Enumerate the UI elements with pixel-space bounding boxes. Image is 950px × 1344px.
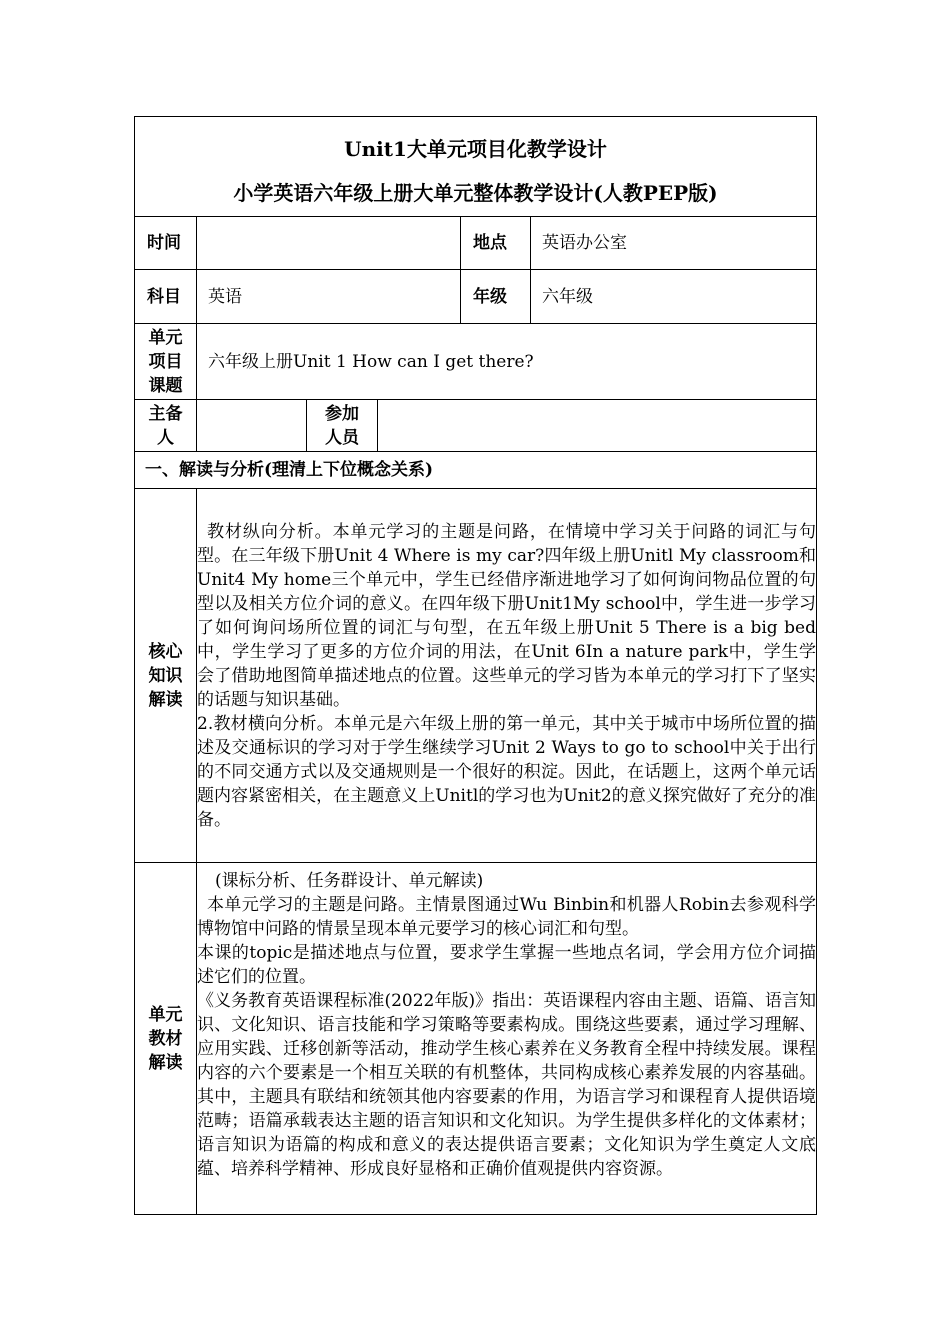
document-subtitle: 小学英语六年级上册大单元整体教学设计(人教PEP版) bbox=[233, 180, 718, 205]
preparer-value bbox=[197, 400, 307, 452]
core-knowledge-label bbox=[135, 489, 197, 863]
participants-value bbox=[378, 400, 817, 452]
topic-value: 六年级上册Unit 1 How can I get there? bbox=[197, 324, 817, 400]
unit-material-label-line: 单元 bbox=[148, 1004, 183, 1025]
paragraph: 本课的topic是描述地点与位置，要求学生掌握一些地点名词，学会用方位介词描述它们的位置。 bbox=[197, 943, 816, 987]
time-place-row bbox=[135, 217, 817, 270]
grade-label: 年级 bbox=[461, 270, 531, 324]
core-knowledge-label-line: 核心 bbox=[148, 641, 183, 662]
core-knowledge-label-line: 解读 bbox=[148, 689, 183, 710]
unit-material-label bbox=[135, 863, 197, 1215]
topic-row bbox=[135, 324, 817, 400]
paragraph: 《义务教育英语课程标准(2022年版)》指出：英语课程内容由主题、语篇、语言知识、文化知识、语言技能和学习策略等要素构成。围绕这些要素，通过学习理解、应用实践、迁移创新等活动，推动学生核心素养在义务教育全程中持续发展。课程内容的六个要素是一个相互关联的有机整体，共同构成核心素养发展的内容基础。其中，主题具有联结和统领其他内容要素的作用，为语言学习和课程育人提供语境范畴；语篇承载表达主题的语言知识和文化知识。为学生提供多样化的文体素材；语言知识为语篇的构成和意义的表达提供语言要素；文化知识为学生奠定人文底蕴、培养科学精神、形成良好显格和正确价值观提供内容资源。 bbox=[197, 991, 816, 1179]
time-label: 时间 bbox=[135, 217, 197, 270]
paragraph: 2.教材横向分析。本单元是六年级上册的第一单元，其中关于城市中场所位置的描述及交通标识的学习对于学生继续学习Unit 2 Ways to go to school中关于出行的不同交通方式以及交通规则是一个很好的积淀。因此，在话题上，这两个单元话题内容紧密相关，在主题意义上Unitl的学习也为Unit2的意义探究做好了充分的准备。 bbox=[197, 713, 816, 830]
document-title: Unit1大单元项目化教学设计 bbox=[344, 136, 607, 161]
core-knowledge-content bbox=[197, 489, 817, 863]
paragraph: (课标分析、任务群设计、单元解读) bbox=[215, 871, 484, 891]
topic-label bbox=[135, 324, 197, 400]
topic-label-line: 项目 bbox=[148, 351, 183, 372]
topic-label-line: 课题 bbox=[148, 375, 183, 396]
title-cell bbox=[135, 117, 817, 217]
unit-material-label-line: 解读 bbox=[148, 1052, 183, 1073]
place-label: 地点 bbox=[461, 217, 531, 270]
preparer-label-line: 人 bbox=[157, 427, 174, 448]
document-page bbox=[134, 116, 816, 1215]
time-value bbox=[197, 217, 461, 270]
unit-material-row bbox=[135, 863, 817, 1215]
subject-grade-row bbox=[135, 270, 817, 324]
core-knowledge-row bbox=[135, 489, 817, 863]
paragraph: 本单元学习的主题是问路。主情景图通过Wu Binbin和机器人Robin去参观科学博物馆中问路的情景呈现本单元要学习的核心词汇和句型。 bbox=[197, 895, 816, 939]
preparer-label-line: 主备 bbox=[148, 403, 183, 424]
section-heading-row bbox=[135, 452, 817, 489]
unit-material-content bbox=[197, 863, 817, 1215]
topic-label-line: 单元 bbox=[148, 327, 183, 348]
grade-value: 六年级 bbox=[531, 270, 817, 324]
preparer-label bbox=[135, 400, 197, 452]
lesson-plan-table bbox=[134, 116, 817, 1215]
place-value: 英语办公室 bbox=[531, 217, 817, 270]
subject-value: 英语 bbox=[197, 270, 461, 324]
paragraph: 教材纵向分析。本单元学习的主题是问路，在情境中学习关于问路的词汇与句型。在三年级下册Unit 4 Where is my car?四年级上册Unitl My classroom和Unit4 My home三个单元中，学生已经借序渐进地学习了如何询问物品位置的句型以及相关方位介词的意义。在四年级下册Unit1My school中，学生进一步学习了如何询问场所位置的词汇与句型，在五年级上册Unit 5 There is a big bed中，学生学习了更多的方位介词的用法，在Unit 6In a nature park中，学生学会了借助地图简单描述地点的位置。这些单元的学习皆为本单元的学习打下了坚实的话题与知识基础。 bbox=[197, 521, 816, 710]
subject-label: 科目 bbox=[135, 270, 197, 324]
participants-label-line: 参加 bbox=[325, 403, 359, 424]
participants-label-line: 人员 bbox=[325, 427, 359, 448]
participants-label bbox=[307, 400, 378, 452]
title-row bbox=[135, 117, 817, 217]
preparer-row bbox=[135, 400, 817, 452]
core-knowledge-label-line: 知识 bbox=[148, 665, 183, 686]
unit-material-label-line: 教材 bbox=[148, 1028, 183, 1049]
section-heading: 一、解读与分析(理清上下位概念关系) bbox=[135, 452, 817, 489]
